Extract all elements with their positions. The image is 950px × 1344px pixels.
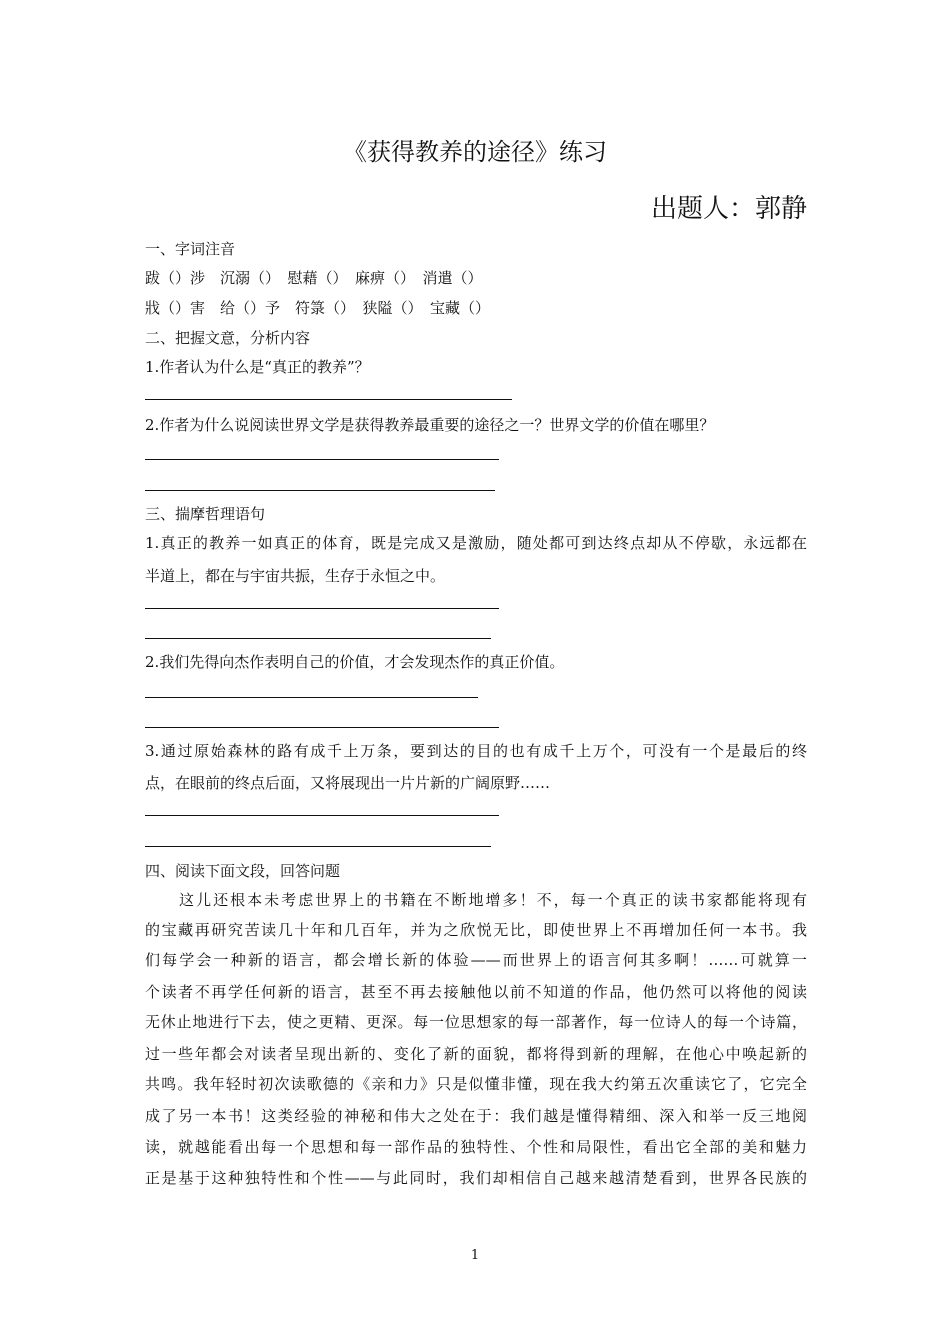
answer-line xyxy=(145,490,495,491)
author-line: 出题人：郭静 xyxy=(650,194,807,224)
section3-question-3-line-1: 3.通过原始森林的路有成千上万条，要到达的目的也有成千上万个，可没有一个是最后的终 xyxy=(145,742,807,760)
section4-heading: 四、阅读下面文段，回答问题 xyxy=(145,862,341,880)
section2-heading: 二、把握文意，分析内容 xyxy=(145,329,311,347)
answer-line xyxy=(145,459,499,460)
passage-line: 共鸣。我年轻时初次读歌德的《亲和力》只是似懂非懂，现在我大约第五次重读它了，它完全 xyxy=(145,1075,807,1093)
page-number: 1 xyxy=(470,1248,480,1263)
answer-line xyxy=(145,846,491,847)
answer-line xyxy=(145,727,499,728)
passage-line: 过一些年都会对读者呈现出新的、变化了新的面貌，都将得到新的理解，在他心中唤起新的 xyxy=(145,1045,807,1063)
answer-line xyxy=(145,399,512,400)
answer-line xyxy=(145,815,499,816)
section2-question-2: 2.作者为什么说阅读世界文学是获得教养最重要的途径之一？世界文学的价值在哪里？ xyxy=(145,416,715,434)
section3-question-3-line-2: 点，在眼前的终点后面，又将展现出一片片新的广阔原野…… xyxy=(145,774,551,792)
passage-line: 的宝藏再研究苦读几十年和几百年，并为之欣悦无比，即使世界上不再增加任何一本书。我 xyxy=(145,921,807,939)
section2-question-1: 1.作者认为什么是“真正的教养”？ xyxy=(145,358,370,376)
section3-question-1-line-2: 半道上，都在与宇宙共振，生存于永恒之中。 xyxy=(145,567,446,585)
passage-line: 们每学会一种新的语言，都会增长新的体验——而世界上的语言何其多啊！……可就算一 xyxy=(145,951,807,969)
section1-heading: 一、字词注音 xyxy=(145,240,236,258)
passage-line: 这儿还根本未考虑世界上的书籍在不断地增多！不，每一个真正的读书家都能将现有 xyxy=(145,891,807,909)
section3-heading: 三、揣摩哲理语句 xyxy=(145,505,266,523)
pinyin-row-1: 跋（）涉 沉溺（） 慰藉（） 麻痹（） 消遣（） xyxy=(145,269,483,287)
answer-line xyxy=(145,697,478,698)
page-title: 《获得教养的途径》练习 xyxy=(343,138,607,166)
section3-question-1-line-1: 1.真正的教养一如真正的体育，既是完成又是激励，随处都可到达终点却从不停歇，永远都在 xyxy=(145,534,807,552)
section3-question-2: 2.我们先得向杰作表明自己的价值，才会发现杰作的真正价值。 xyxy=(145,653,565,671)
passage-line: 成了另一本书！这类经验的神秘和伟大之处在于：我们越是懂得精细、深入和举一反三地阅 xyxy=(145,1107,807,1125)
passage-line: 个读者不再学任何新的语言，甚至不再去接触他以前不知道的作品，他仍然可以将他的阅读 xyxy=(145,983,807,1001)
answer-line xyxy=(145,638,491,639)
passage-line: 正是基于这种独特性和个性——与此同时，我们却相信自己越来越清楚看到，世界各民族的 xyxy=(145,1169,807,1187)
passage-line: 无休止地进行下去，使之更精、更深。每一位思想家的每一部著作，每一位诗人的每一个诗篇， xyxy=(145,1013,807,1031)
answer-line xyxy=(145,608,499,609)
pinyin-row-2: 戕（）害 给（）予 符箓（） 狭隘（） 宝藏（） xyxy=(145,299,491,317)
passage-line: 读，就越能看出每一个思想和每一部作品的独特性、个性和局限性，看出它全部的美和魅力 xyxy=(145,1138,807,1156)
